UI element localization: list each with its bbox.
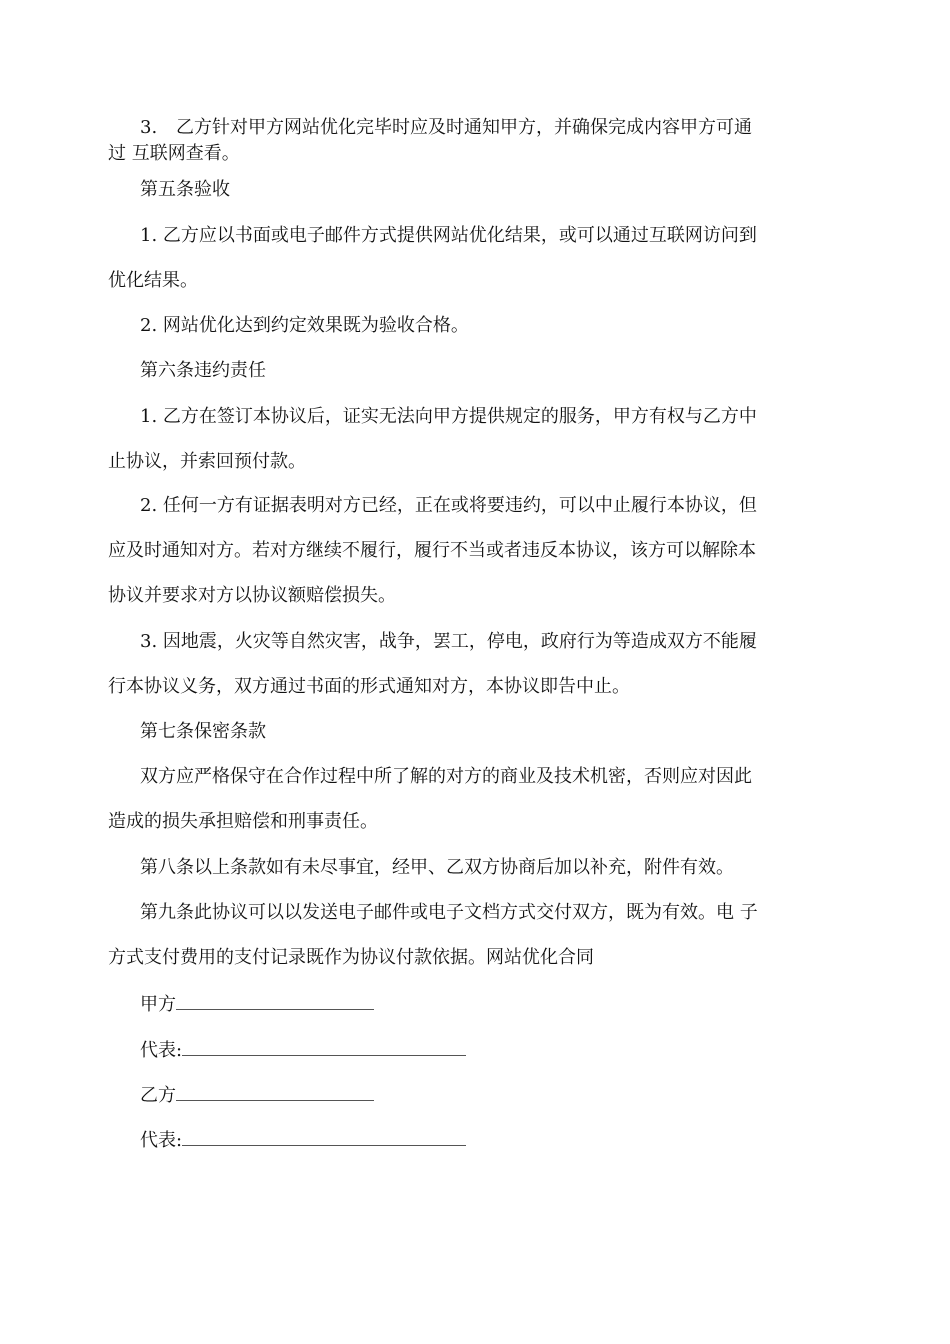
party-b-label: 乙方 (140, 1085, 176, 1106)
article6-p3-line1: 3. 因地震，火灾等自然灾害，战争，罢工，停电，政府行为等造成双方不能履 (140, 631, 757, 652)
rep-a-blank-line (182, 1037, 466, 1056)
rep-a-label: 代表: (140, 1040, 183, 1061)
party-a-blank-line (176, 991, 374, 1010)
article6-p3-line2: 行本协议义务，双方通过书面的形式通知对方，本协议即告中止。 (108, 676, 630, 697)
item3-line2: 过 互联网查看。 (108, 143, 240, 164)
signature-rep-b (140, 1127, 466, 1153)
rep-b-label: 代表: (140, 1130, 183, 1151)
article9-line1: 第九条此协议可以以发送电子邮件或电子文档方式交付双方，既为有效。电 子 (140, 902, 758, 923)
signature-party-b (140, 1082, 374, 1108)
article8: 第八条以上条款如有未尽事宜，经甲、乙双方协商后加以补充，附件有效。 (140, 857, 734, 878)
party-b-blank-line (176, 1082, 374, 1101)
signature-rep-a (140, 1037, 466, 1063)
item3-line1: 乙方针对甲方网站优化完毕时应及时通知甲方，并确保完成内容甲方可通 (176, 117, 752, 138)
article5-title: 第五条验收 (140, 179, 230, 200)
item3-number: 3. (140, 117, 158, 138)
article5-p1-line1: 1. 乙方应以书面或电子邮件方式提供网站优化结果，或可以通过互联网访问到 (140, 225, 757, 246)
article5-p2: 2. 网站优化达到约定效果既为验收合格。 (140, 315, 469, 336)
article7-p1-line2: 造成的损失承担赔偿和刑事责任。 (108, 811, 378, 832)
article6-p2-line3: 协议并要求对方以协议额赔偿损失。 (108, 585, 396, 606)
article6-p1-line2: 止协议，并索回预付款。 (108, 451, 306, 472)
article5-p1-line2: 优化结果。 (108, 270, 198, 291)
party-a-label: 甲方 (140, 994, 176, 1015)
article6-p1-line1: 1. 乙方在签订本协议后，证实无法向甲方提供规定的服务，甲方有权与乙方中 (140, 406, 757, 427)
article7-p1-line1: 双方应严格保守在合作过程中所了解的对方的商业及技术机密，否则应对因此 (140, 766, 752, 787)
rep-b-blank-line (182, 1127, 466, 1146)
article7-title: 第七条保密条款 (140, 721, 266, 742)
article6-title: 第六条违约责任 (140, 360, 266, 381)
signature-party-a (140, 991, 374, 1017)
article6-p2-line1: 2. 任何一方有证据表明对方已经，正在或将要违约，可以中止履行本协议，但 (140, 495, 757, 516)
article6-p2-line2: 应及时通知对方。若对方继续不履行，履行不当或者违反本协议，该方可以解除本 (108, 540, 756, 561)
article9-line2: 方式支付费用的支付记录既作为协议付款依据。网站优化合同 (108, 947, 594, 968)
